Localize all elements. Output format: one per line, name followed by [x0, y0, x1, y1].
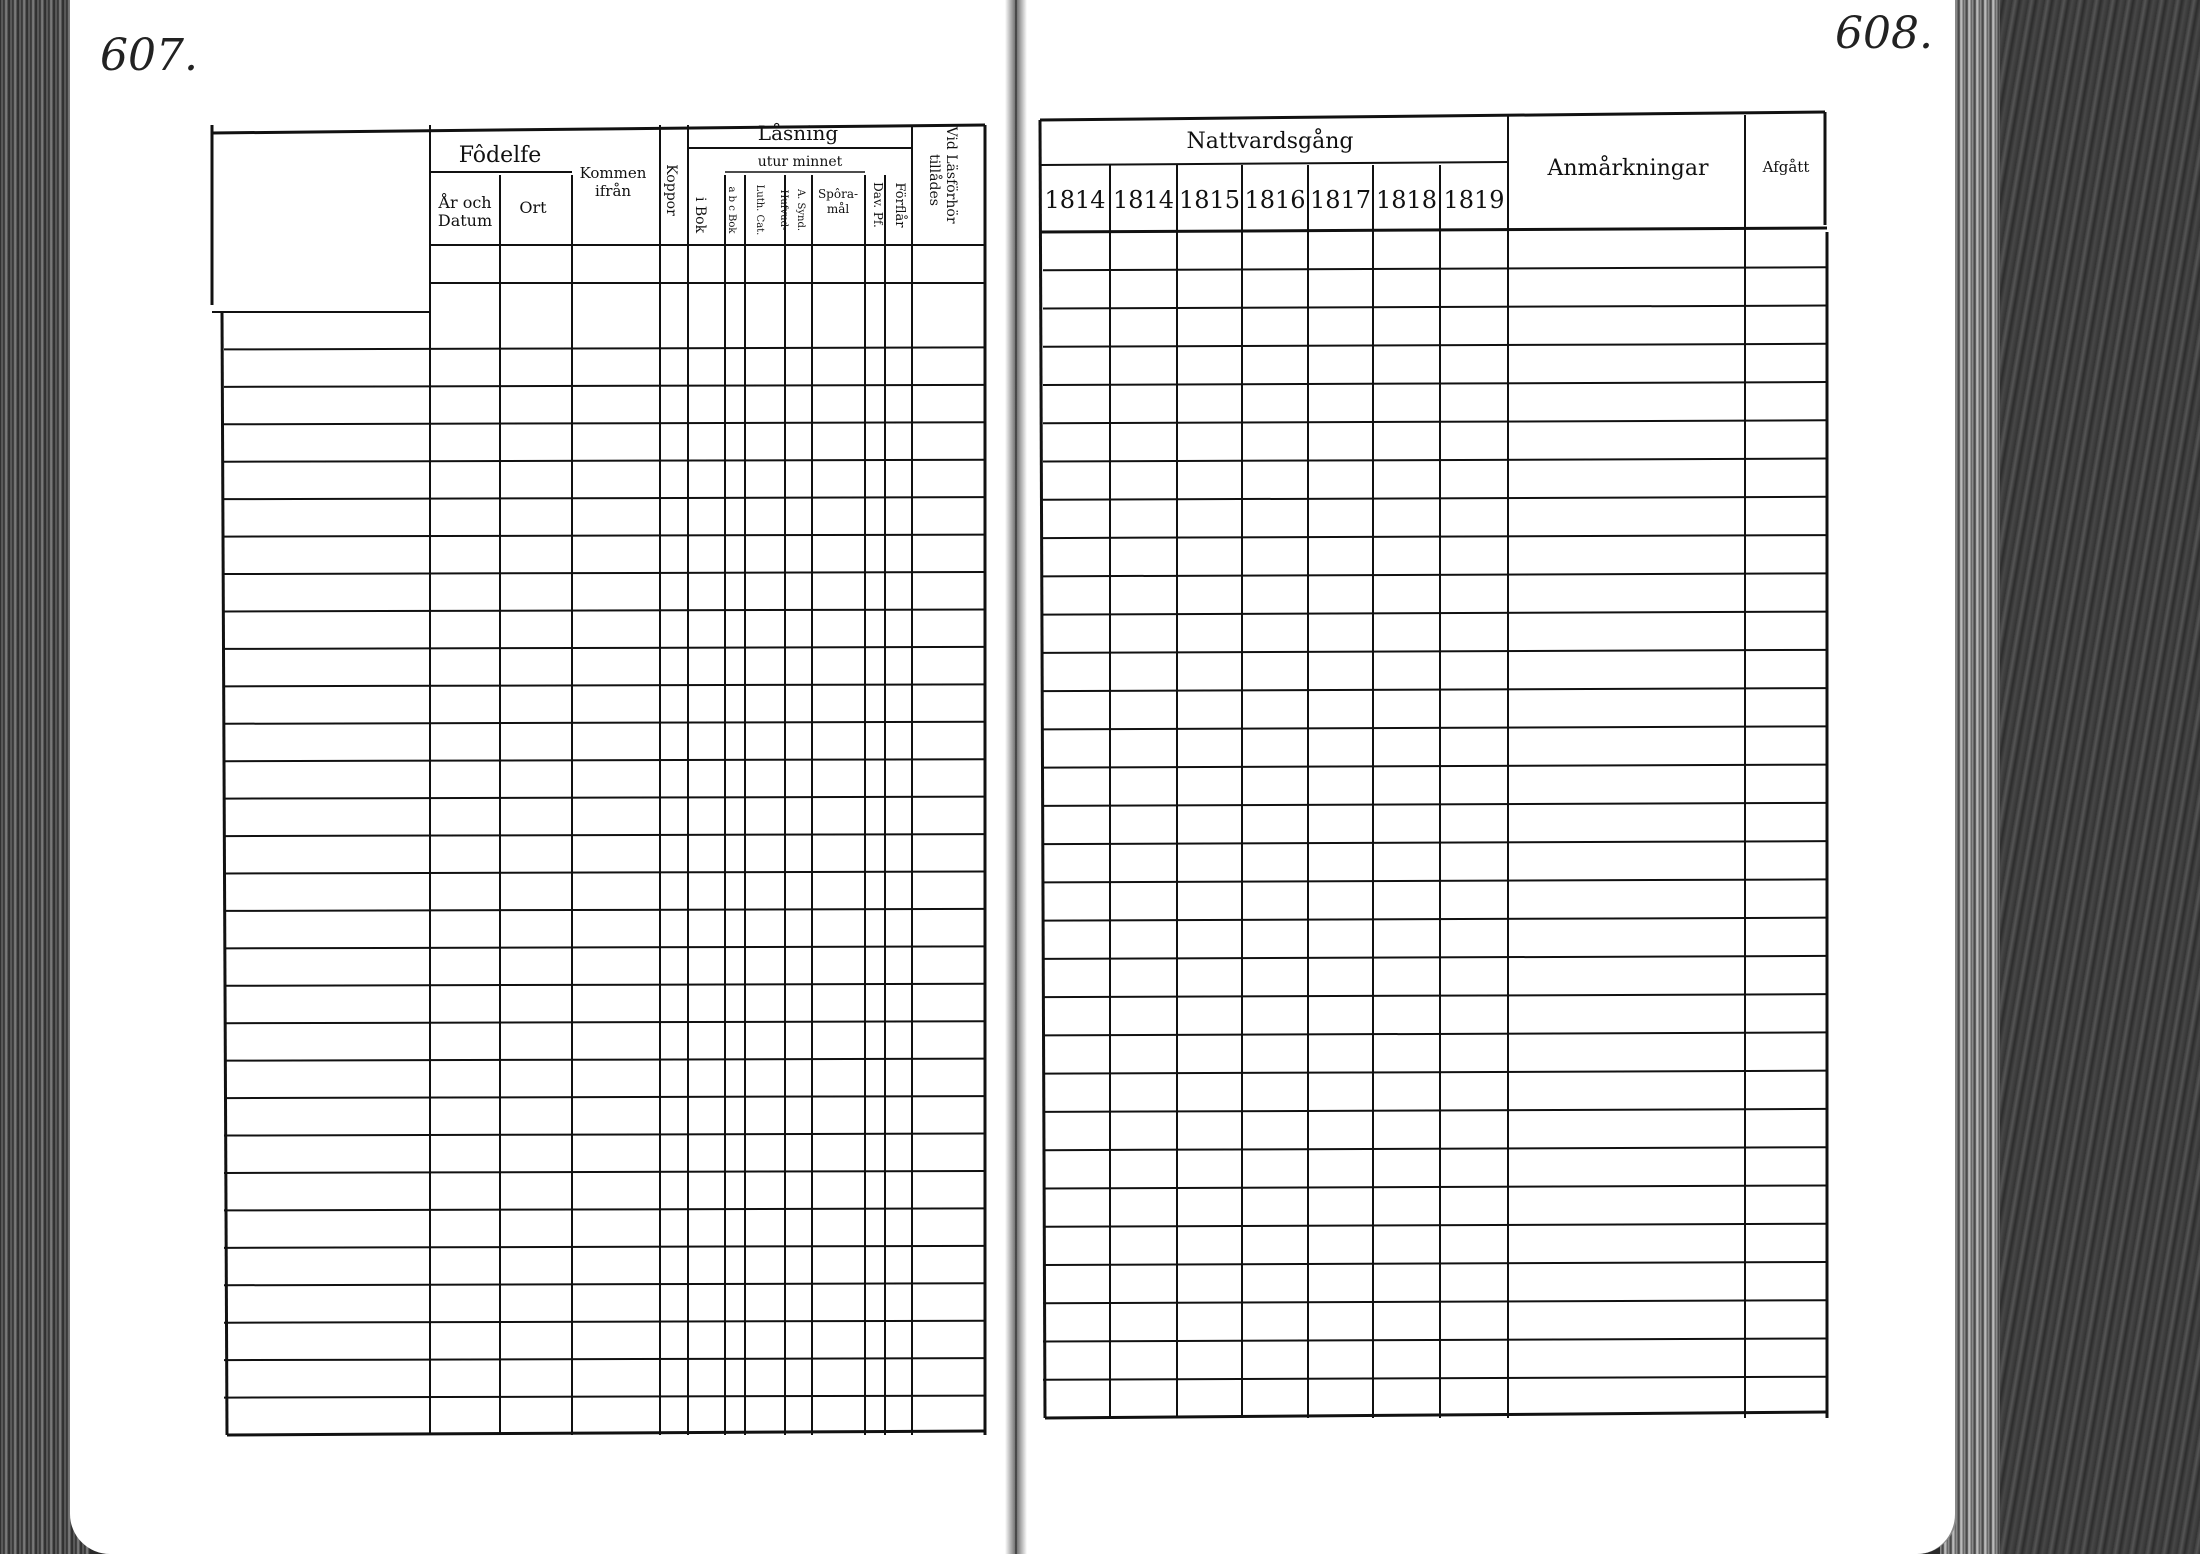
left-row-line: [224, 722, 985, 724]
left-row-line: [224, 497, 985, 499]
right-row-line: [1043, 1032, 1827, 1035]
ar-och-datum-header-2: Datum: [437, 211, 493, 230]
lasning-header: Låsning: [757, 121, 839, 145]
right-row-line: [1043, 841, 1827, 844]
left-row-line: [224, 460, 985, 462]
year-headers: [1044, 186, 1504, 214]
left-row-line: [224, 834, 985, 836]
left-row-line: [224, 535, 985, 537]
left-row-line: [224, 1134, 985, 1136]
right-row-line: [1043, 879, 1827, 882]
right-row-line: [1043, 1224, 1827, 1227]
right-table-top-border: [1040, 112, 1825, 120]
left-register-table: [212, 121, 985, 1435]
left-row-line: [224, 1246, 985, 1248]
right-table-bottom-border: [1045, 1412, 1827, 1418]
left-row-line: [224, 872, 985, 874]
sporamal-header-2: mål: [826, 202, 850, 216]
right-row-line: [1043, 382, 1827, 385]
right-page-number: 608.: [1835, 8, 1933, 59]
left-table-bottom-border: [227, 1431, 985, 1435]
right-row-line: [1043, 344, 1827, 347]
right-row-line: [1043, 650, 1827, 653]
left-table-top-border: [212, 125, 985, 133]
left-row-line: [224, 572, 985, 574]
right-row-line: [1043, 765, 1827, 768]
vid-lasforhor-header: Vid Läsförhör: [943, 126, 959, 224]
left-row-line: [224, 1321, 985, 1323]
right-row-line: [1043, 726, 1827, 729]
right-row-line: [1043, 1300, 1827, 1303]
right-row-line: [1043, 420, 1827, 423]
left-row-line: [224, 422, 985, 424]
hufvudstycken-header: Hufvud-: [778, 189, 789, 231]
left-row-line: [224, 797, 985, 799]
afgatt-header: Afgått: [1762, 158, 1810, 176]
right-row-line: [1043, 497, 1827, 500]
dav-ps-header: Dav. Pf.: [871, 182, 885, 228]
left-page-number: 607.: [100, 30, 198, 81]
right-row-line: [1043, 1262, 1827, 1265]
luth-cat-header: Luth. Cat.: [754, 184, 765, 236]
a-synd-header: A. Synd.: [795, 188, 806, 232]
right-row-line: [1043, 956, 1827, 959]
right-row-line: [1043, 535, 1827, 538]
ort-header: Ort: [519, 198, 547, 217]
right-row-line: [1043, 803, 1827, 806]
sporamal-header-1: Spôra-: [817, 187, 859, 201]
year-header-6: 1819: [1443, 186, 1505, 214]
left-row-line: [224, 647, 985, 649]
nattvardsgang-subheader-line: [1040, 162, 1508, 165]
left-row-line: [224, 1208, 985, 1210]
kommen-ifran-header-2: ifrån: [594, 182, 632, 200]
left-row-line: [224, 347, 985, 349]
left-row-line: [224, 759, 985, 761]
right-row-line: [1043, 459, 1827, 462]
right-row-line: [1043, 1109, 1827, 1112]
kommen-ifran-header-1: Kommen: [579, 164, 647, 182]
nattvardsgang-header: Nattvardsgång: [1186, 129, 1354, 154]
left-row-line: [224, 1396, 985, 1398]
left-row-line: [224, 1096, 985, 1098]
left-row-line: [224, 385, 985, 387]
right-row-line: [1043, 612, 1827, 615]
left-row-line: [224, 1283, 985, 1285]
left-row-line: [224, 1059, 985, 1061]
left-row-line: [224, 946, 985, 948]
year-header-4: 1817: [1309, 186, 1372, 214]
fodelse-header: Fôdelfe: [458, 143, 542, 168]
right-row-line: [1043, 688, 1827, 691]
right-row-line: [1043, 918, 1827, 921]
right-register-table: [1040, 112, 1827, 1418]
right-row-line: [1043, 1185, 1827, 1188]
year-header-0: 1814: [1044, 186, 1106, 214]
right-table-left-border: [1040, 120, 1045, 1418]
right-row-line: [1043, 1338, 1827, 1341]
left-row-line: [224, 1358, 985, 1360]
anmarkningar-header: Anmårkningar: [1547, 156, 1709, 181]
right-header-bottom: [1040, 228, 1827, 232]
left-row-line: [224, 984, 985, 986]
tillades-header: tillådes: [926, 154, 942, 206]
right-row-line: [1043, 1071, 1827, 1074]
ar-och-datum-header-1: År och: [438, 193, 492, 212]
utur-minnet-header: utur minnet: [757, 154, 843, 170]
left-row-line: [224, 609, 985, 611]
year-header-5: 1818: [1375, 186, 1438, 214]
right-row-line: [1043, 1147, 1827, 1150]
left-row-line: [224, 1171, 985, 1173]
right-row-line: [1043, 994, 1827, 997]
right-row-line: [1043, 573, 1827, 576]
left-row-line: [224, 909, 985, 911]
year-header-1: 1814: [1112, 186, 1175, 214]
year-header-2: 1815: [1178, 186, 1241, 214]
right-row-line: [1043, 306, 1827, 309]
i-bok-header: i Bok: [692, 196, 708, 234]
right-row-line: [1043, 1377, 1827, 1380]
left-row-line: [224, 1021, 985, 1023]
left-row-line: [224, 684, 985, 686]
koppor-header: Koppor: [663, 164, 679, 216]
year-header-3: 1816: [1244, 186, 1306, 214]
right-row-line: [1043, 267, 1827, 270]
forstar-header: Förflår: [892, 182, 907, 228]
abc-bok-header: a b c Bok: [726, 186, 737, 234]
